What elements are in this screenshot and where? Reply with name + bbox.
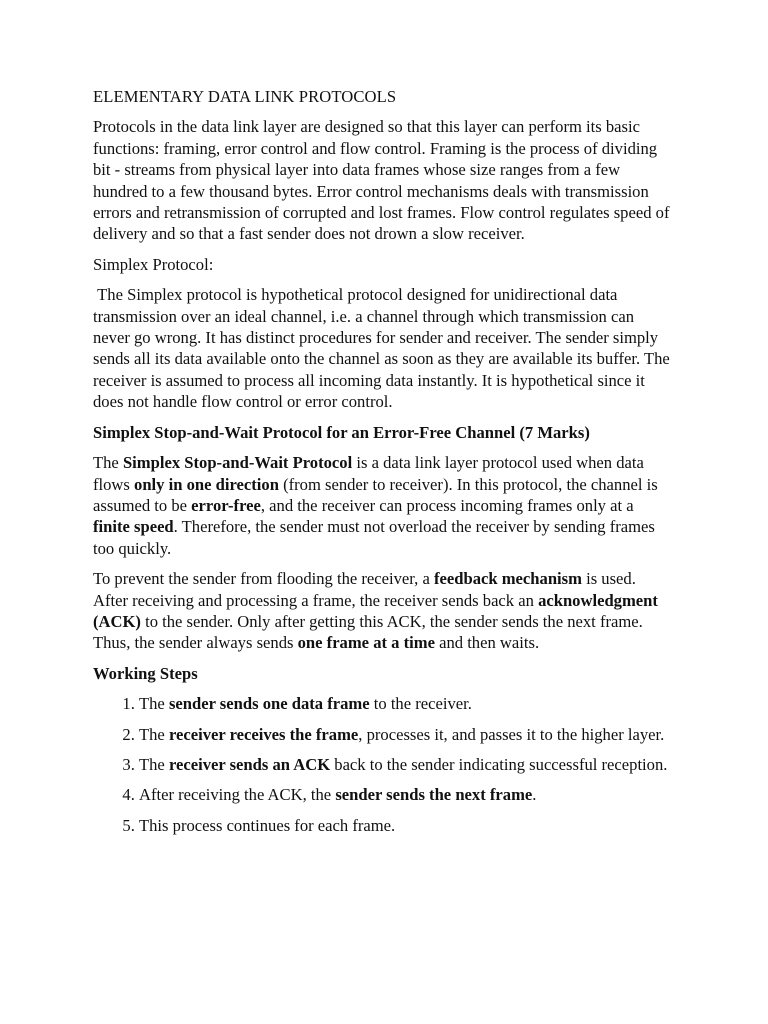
- text-run: The: [139, 754, 169, 774]
- simplex-paragraph: The Simplex protocol is hypothetical protocol designed for unidirectional data transmission over an ideal channel, i.e. a channel through which transmission can never go wrong. It has distinct procedures for sender and receiver. The sender simply sends all its data available onto the channel as soon as they are available its buffer. The receiver is assumed to process all incoming data instantly. It is hypothetical since it does not handle flow control or error control.: [93, 285, 674, 412]
- bold-run: sender sends the next frame: [335, 785, 533, 805]
- stop-and-wait-paragraph-1: [93, 452, 671, 559]
- text-run: , and the receiver can process incoming frames only at a: [260, 495, 634, 515]
- text-run: to the receiver.: [369, 694, 472, 714]
- text-run: The: [139, 724, 169, 744]
- text-run: to the sender. Only after getting this ACK, the sender sends the next frame. Thus, the sender always sends: [93, 611, 643, 653]
- working-steps-list: [93, 693, 671, 836]
- bold-run: feedback mechanism: [433, 569, 582, 589]
- list-item: [139, 693, 671, 714]
- text-run: To prevent the sender from flooding the receiver, a: [93, 569, 434, 589]
- bold-run: acknowledgment (ACK): [93, 590, 658, 631]
- text-run: After receiving the ACK, the: [139, 785, 336, 805]
- stop-and-wait-paragraph-2: [93, 568, 671, 654]
- list-item: [139, 815, 671, 836]
- bold-run: receiver receives the frame: [168, 724, 359, 744]
- text-run: The: [93, 453, 123, 473]
- bold-run: only in one direction: [134, 474, 279, 494]
- text-run: . Therefore, the sender must not overload the receiver by sending frames too quickly.: [93, 517, 655, 558]
- list-item: [139, 784, 671, 805]
- working-steps-heading: Working Steps: [93, 663, 198, 683]
- text-run: and then waits.: [434, 633, 540, 653]
- text-run: This process continues for each frame.: [139, 815, 396, 835]
- simplex-heading: Simplex Protocol:: [93, 254, 214, 274]
- bold-run: Simplex Stop-and-Wait Protocol: [122, 453, 353, 473]
- text-run: is used. After receiving and processing a frame, the receiver sends back an: [93, 569, 636, 610]
- list-item: [139, 754, 671, 775]
- bold-run: one frame at a time: [297, 633, 435, 653]
- bold-run: error-free: [191, 495, 261, 515]
- list-item: [139, 724, 671, 745]
- bold-run: receiver sends an ACK: [168, 754, 331, 774]
- bold-run: sender sends one data frame: [168, 694, 370, 714]
- text-run: , processes it, and passes it to the higher layer.: [358, 724, 665, 744]
- stop-and-wait-heading: Simplex Stop-and-Wait Protocol for an Error-Free Channel (7 Marks): [93, 422, 590, 442]
- intro-paragraph: Protocols in the data link layer are designed so that this layer can perform its basic functions: framing, error control and flow control. Framing is the process of dividing bit - streams from physical layer into data frames whose size ranges from a few hundred to a few thousand bytes. Error control mechanisms deals with transmission errors and retransmission of corrupted and lost frames. Flow control regulates speed of delivery and so that a fast sender does not drown a slow receiver.: [93, 117, 670, 244]
- bold-run: finite speed: [93, 517, 174, 537]
- text-run: The: [139, 694, 169, 714]
- document-page: [93, 86, 674, 845]
- text-run: is a data link layer protocol used when data flows: [93, 453, 644, 494]
- document-title: ELEMENTARY DATA LINK PROTOCOLS: [93, 87, 397, 106]
- text-run: .: [532, 785, 537, 805]
- text-run: back to the sender indicating successful reception.: [330, 754, 668, 774]
- text-run: (from sender to receiver). In this protocol, the channel is assumed to be: [93, 474, 658, 515]
